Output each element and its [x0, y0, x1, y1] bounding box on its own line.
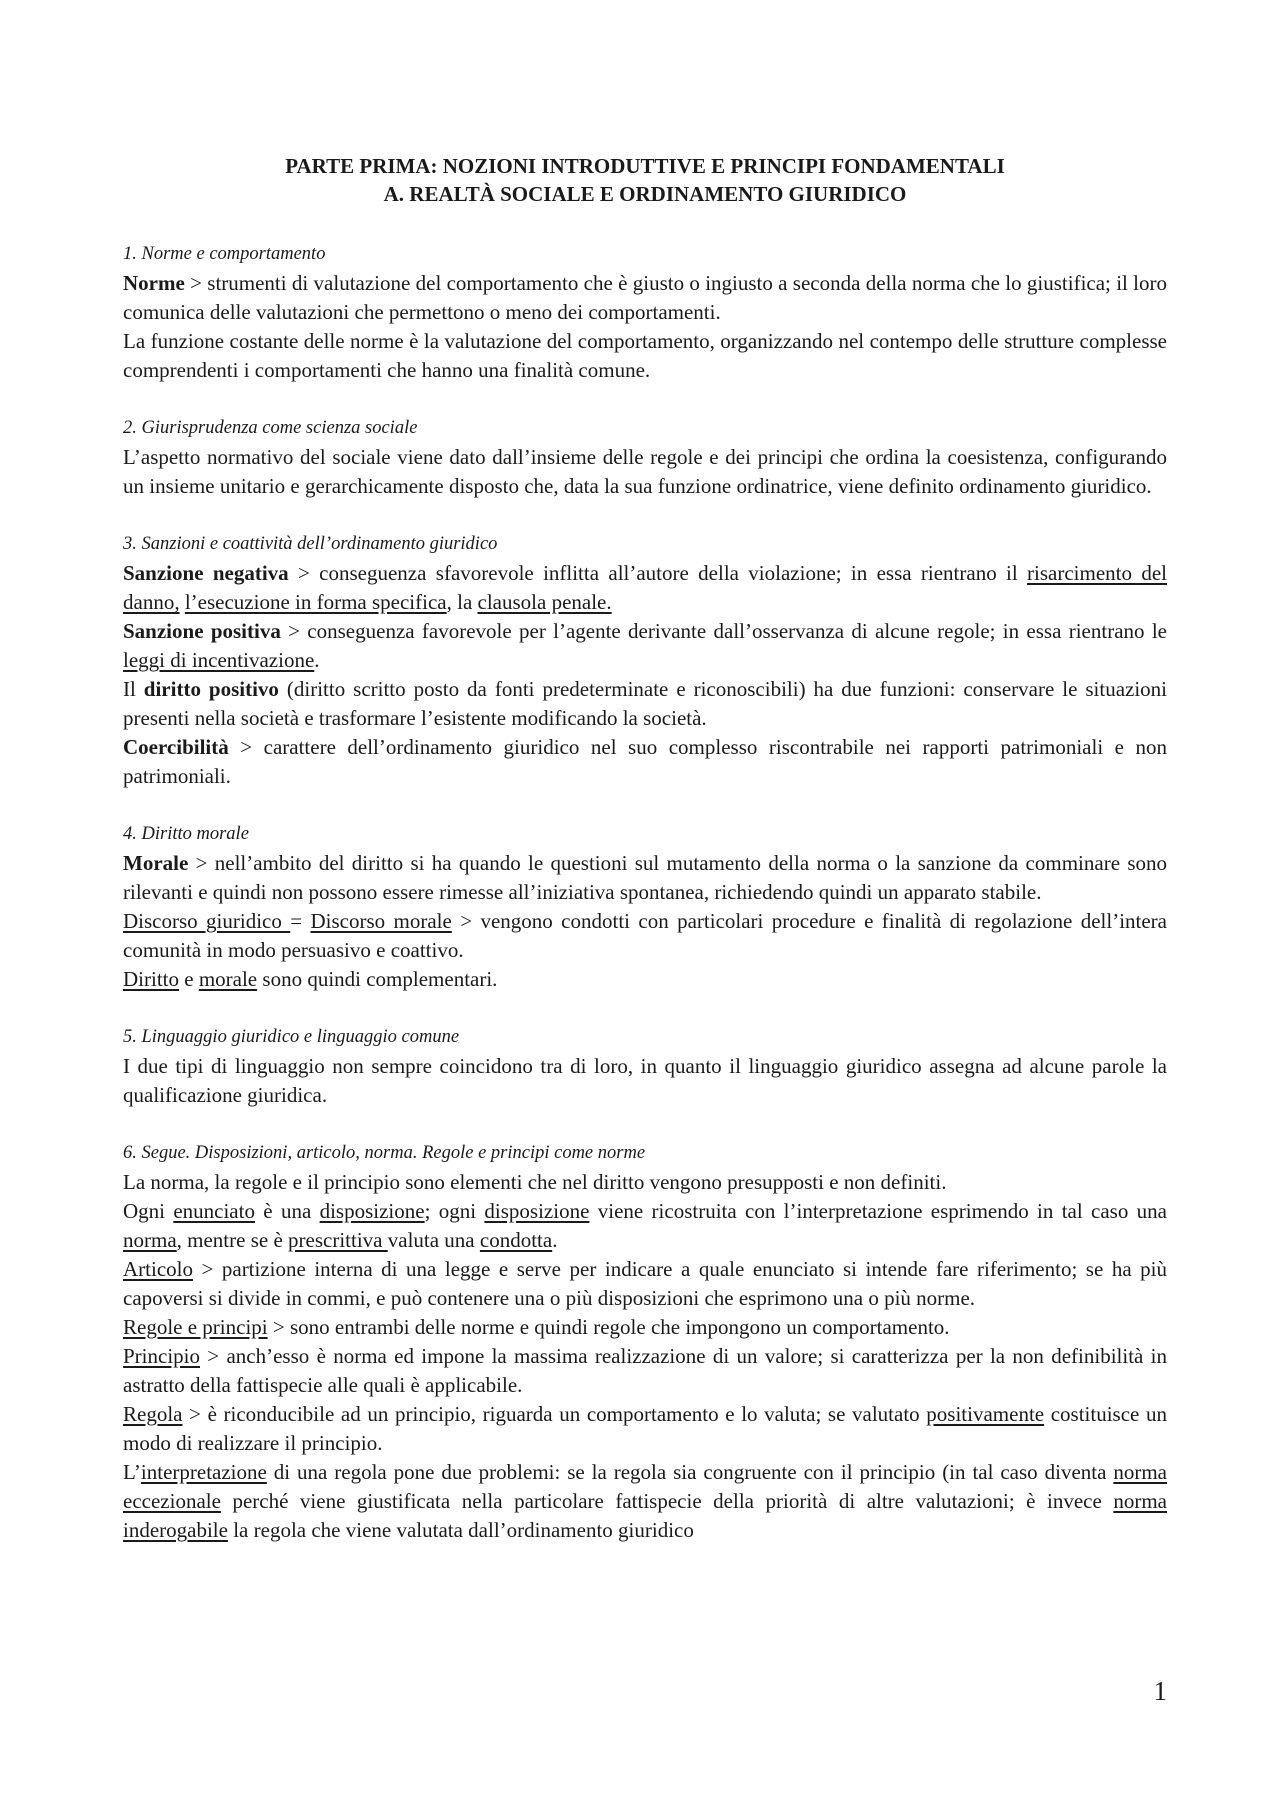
paragraph-diritto-positivo: Il diritto positivo (diritto scritto posto da fonti predeterminate e riconoscibili) ha due funzioni: conservare le situazioni presenti nella società e trasformare l’esistente modificando la società. [123, 677, 1168, 730]
page-number: 1 [1153, 1676, 1167, 1706]
term-sanzione-positiva: Sanzione positiva [123, 619, 281, 643]
term-morale: Morale [123, 851, 189, 875]
paragraph-morale: Morale > nell’ambito del diritto si ha quando le questioni sul mutamento della norma o la sanzione da comminare sono rilevanti e quindi non possono essere rimesse all’iniziativa spontanea, richiedendo quindi un apparato stabile. [123, 851, 1167, 904]
paragraph-regola: Regola > è riconducibile ad un principio, riguarda un comportamento e lo valuta; se valutato positivamente costituisce un modo di realizzare il principio. [123, 1402, 1167, 1455]
title-block [123, 152, 1167, 208]
paragraph-funzione-norme: La funzione costante delle norme è la valutazione del comportamento, organizzando nel contempo delle strutture complesse comprendenti i comportamenti che hanno una finalità comune. [123, 329, 1167, 382]
paragraph-enunciato: Ogni enunciato è una disposizione; ogni disposizione viene ricostruita con l’interpretazione esprimendo in tal caso una norma, mentre se è prescrittiva valuta una condotta. [123, 1199, 1167, 1252]
heading-diritto-morale: 4. Diritto morale [123, 824, 249, 844]
paragraph-coercibilita: Coercibilità > carattere dell’ordinamento giuridico nel suo complesso riscontrabile nei rapporti patrimoniali e non patrimoniali. [123, 735, 1167, 788]
paragraph-articolo: Articolo > partizione interna di una legge e serve per indicare a quale enunciato si intende fare riferimento; se ha più capoversi si divide in commi, e può contenere una o più disposizioni che esprimono una o più norme. [123, 1257, 1167, 1310]
paragraph-sanzione-negativa: Sanzione negativa > conseguenza sfavorevole inflitta all’autore della violazione; in essa rientrano il risarcimento del danno, l’esecuzione in forma specifica, la clausola penale. [123, 561, 1167, 614]
paragraph-discorso: Discorso giuridico = Discorso morale > vengono condotti con particolari procedure e finalità di regolazione dell’intera comunità in modo persuasivo e coattivo. [123, 909, 1167, 962]
heading-norme-comportamento: 1. Norme e comportamento [123, 244, 326, 264]
term-sanzione-negativa: Sanzione negativa [123, 561, 289, 585]
heading-linguaggio: 5. Linguaggio giuridico e linguaggio comune [123, 1027, 460, 1047]
paragraph-norme: Norme > strumenti di valutazione del comportamento che è giusto o ingiusto a seconda della norma che lo giustifica; il loro comunica delle valutazioni che permettono o meno dei comportamenti. [123, 271, 1167, 324]
document-body [123, 240, 1167, 1545]
paragraph-norma-regole: La norma, la regole e il principio sono elementi che nel diritto vengono presupposti e non definiti. [123, 1170, 947, 1194]
paragraph-principio: Principio > anch’esso è norma ed impone la massima realizzazione di un valore; si caratterizza per la non definibilità in astratto della fattispecie alle quali è applicabile. [123, 1344, 1167, 1397]
paragraph-sanzione-positiva: Sanzione positiva > conseguenza favorevole per l’agente derivante dall’osservanza di alcune regole; in essa rientrano le leggi di incentivazione. [123, 619, 1167, 672]
paragraph-aspetto-normativo: L’aspetto normativo del sociale viene dato dall’insieme delle regole e dei principi che ordina la coesistenza, configurando un insieme unitario e gerarchicamente disposto che, data la sua funzione ordinatrice, viene definito ordinamento giuridico. [123, 445, 1167, 498]
heading-disposizioni: 6. Segue. Disposizioni, articolo, norma. Regole e principi come norme [123, 1143, 646, 1163]
paragraph-interpretazione: L’interpretazione di una regola pone due problemi: se la regola sia congruente con il principio (in tal caso diventa norma eccezionale perché viene giustificata nella particolare fattispecie della priorità di altre valutazioni; è invece norma inderogabile la regola che viene valutata dall’ordinamento giuridico [123, 1460, 1167, 1542]
term-coercibilita: Coercibilità [123, 735, 229, 759]
part-title: PARTE PRIMA: NOZIONI INTRODUTTIVE E PRINCIPI FONDAMENTALI [285, 154, 1005, 178]
heading-sanzioni: 3. Sanzioni e coattività dell’ordinamento giuridico [123, 534, 498, 554]
paragraph-regole-principi: Regole e principi > sono entrambi delle norme e quindi regole che impongono un comportamento. [123, 1315, 950, 1339]
paragraph-complementari: Diritto e morale sono quindi complementari. [123, 967, 498, 991]
term-diritto-positivo: diritto positivo [143, 677, 279, 701]
term-norme: Norme [123, 271, 185, 295]
paragraph-linguaggio: I due tipi di linguaggio non sempre coincidono tra di loro, in quanto il linguaggio giuridico assegna ad alcune parole la qualificazione giuridica. [123, 1054, 1167, 1107]
heading-giurisprudenza: 2. Giurisprudenza come scienza sociale [123, 418, 418, 438]
section-title: A. REALTÀ SOCIALE E ORDINAMENTO GIURIDICO [383, 182, 907, 206]
